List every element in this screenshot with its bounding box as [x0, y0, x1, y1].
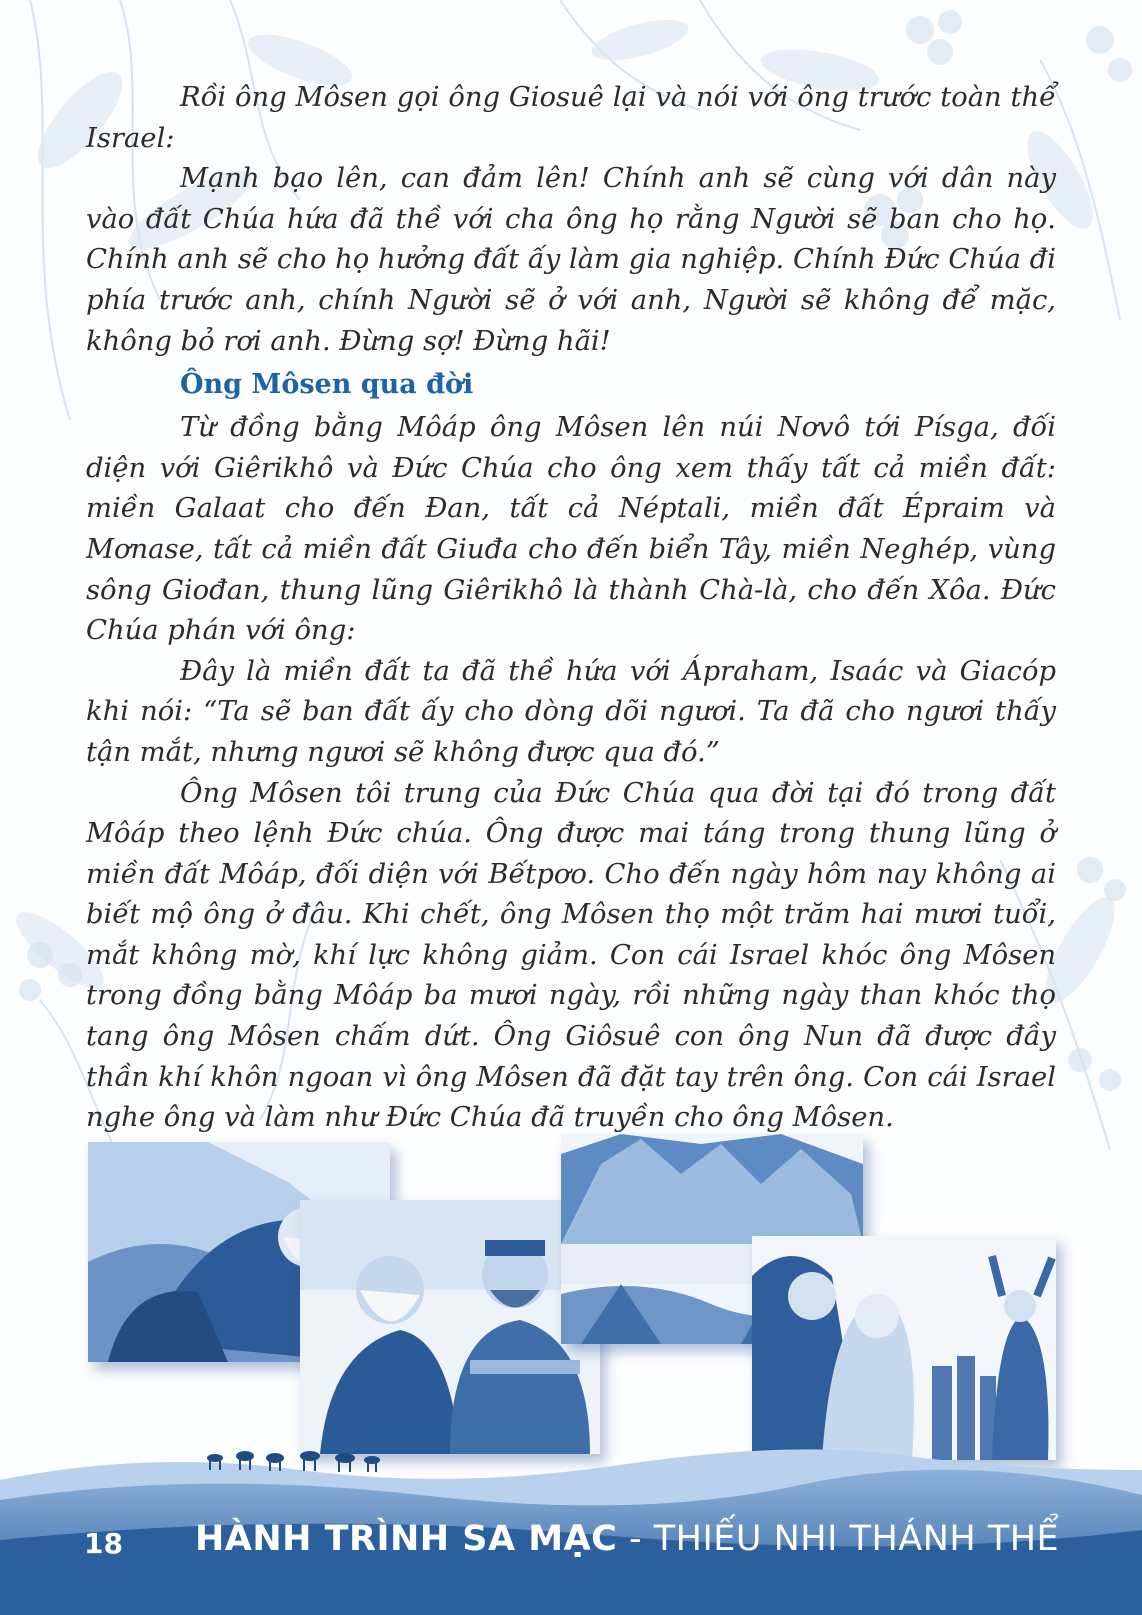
paragraph: Rồi ông Môsen gọi ông Giosuê lại và nói với ông trước toàn thể Israel: — [86, 82, 1056, 154]
illustration-moses-joshua — [300, 1200, 600, 1454]
book-title-main: HÀNH TRÌNH SA MẠC — [195, 1519, 618, 1559]
body-text — [86, 78, 1056, 1139]
book-title — [195, 1519, 1059, 1559]
book-title-separator: - — [617, 1519, 654, 1559]
paragraph: Từ đồng bằng Môáp ông Môsen lên núi Nơvô tới Písga, đối diện với Giêrikhô và Đức Chúa cho ông xem thấy tất cả miền đất: miền Galaat cho đến Đan, tất cả Néptali, miền đất Épraim và Mơnase, tất cả miền đất Giuđa cho đến biển Tây, miền Neghép, vùng sông Giođan, thung lũng Giêrikhô là thành Chà-là, cho đến Xôa. Đức Chúa phán với ông: — [86, 412, 1056, 647]
paragraph: Đây là miền đất ta đã thề hứa với Ápraham, Isaác và Giacóp khi nói: “Ta sẽ ban đất ấy cho dòng dõi ngươi. Ta đã cho ngươi thấy tận mắt, nhưng ngươi sẽ không được qua đó.” — [86, 655, 1056, 768]
book-title-sub: THIẾU NHI THÁNH THỂ — [653, 1519, 1060, 1559]
section-heading: Ông Môsen qua đời — [180, 369, 474, 401]
page-number: 18 — [84, 1527, 123, 1560]
illustration-people-mourning — [752, 1236, 1056, 1460]
paragraph: Mạnh bạo lên, can đảm lên! Chính anh sẽ cùng với dân này vào đất Chúa hứa đã thề với cha ông họ rằng Người sẽ ban cho họ. Chính anh sẽ cho họ hưởng đất ấy làm gia nghiệp. Chính Đức Chúa đi phía trước anh, chính Người sẽ ở với anh, Người sẽ không để mặc, không bỏ rơi anh. Đừng sợ! Đừng hãi! — [86, 163, 1056, 357]
paragraph: Ông Môsen tôi trung của Đức Chúa qua đời tại đó trong đất Môáp theo lệnh Đức chúa. Ông được mai táng trong thung lũng ở miền đất Môáp, đối diện với Bếtpơo. Cho đến ngày hôm nay không ai biết mộ ông ở đâu. Khi chết, ông Môsen thọ một trăm hai mươi tuổi, mắt không mờ, khí lực không giảm. Con cái Israel khóc ông Môsen trong đồng bằng Môáp ba mươi ngày, rồi những ngày than khóc thọ tang ông Môsen chấm dứt. Ông Giôsuê con ông Nun đã được đầy thần khí khôn ngoan vì ông Môsen đã đặt tay trên ông. Con cái Israel nghe ông và làm như Đức Chúa đã truyền cho ông Môsen. — [86, 777, 1056, 1134]
